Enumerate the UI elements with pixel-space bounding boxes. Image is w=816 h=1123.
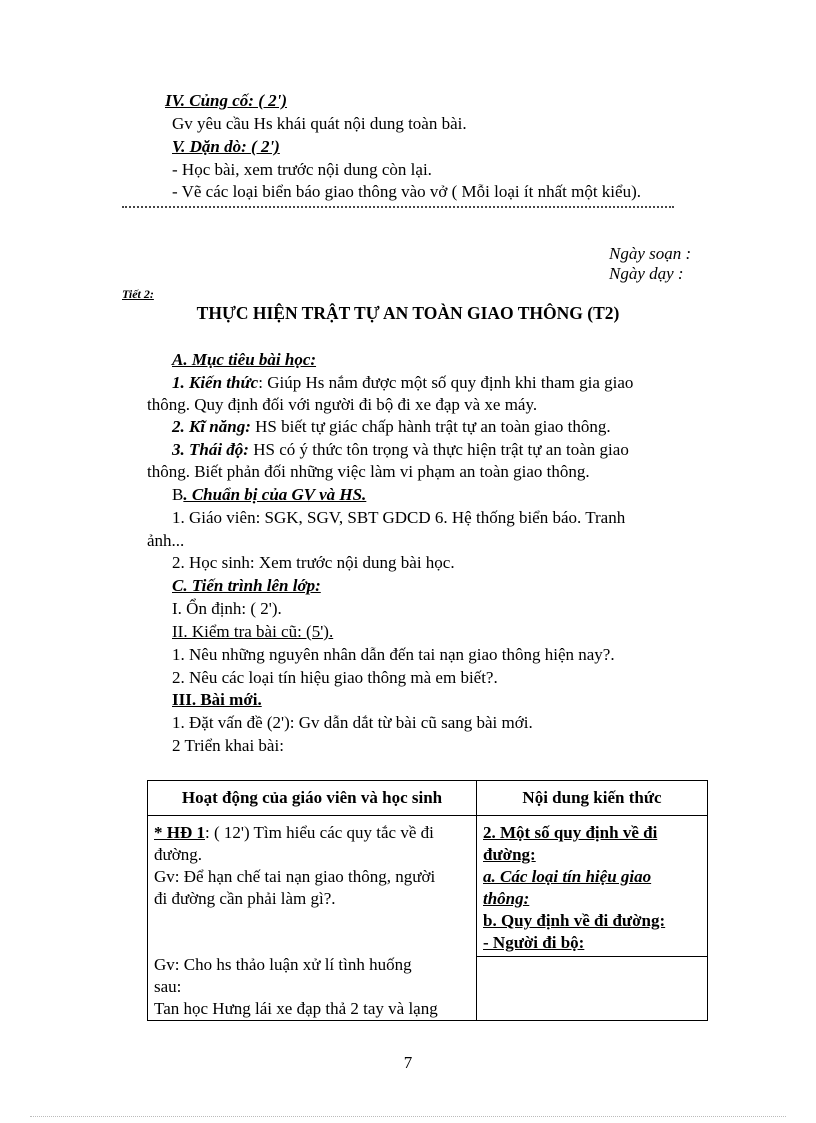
activity-line: Gv: Để hạn chế tai nạn giao thông, người (154, 867, 436, 886)
skill-text: HS biết tự giác chấp hành trật tự an toàn giao thông. (250, 417, 611, 436)
review-heading: II. Kiểm tra bài cũ: (5'). (172, 622, 334, 641)
prep-student: 2. Học sinh: Xem trước nội dung bài học. (172, 553, 455, 572)
page-edge (30, 1116, 786, 1117)
date-prepared: Ngày soạn : (609, 244, 692, 263)
table-header-row (148, 781, 708, 816)
section-iv-text: Gv yêu cầu Hs khái quát nội dung toàn bài. (172, 114, 467, 133)
section-b-heading (172, 485, 366, 505)
prep-teacher: 1. Giáo viên: SGK, SGV, SBT GDCD 6. Hệ thống biển báo. Tranh (172, 508, 626, 527)
content-subheading: b. Quy định về đi đường: (483, 911, 666, 930)
deploy-step: 2 Triển khai bài: (172, 736, 284, 755)
content-heading: 2. Một số quy định về đi (483, 823, 658, 842)
content-heading: đường: (483, 845, 536, 864)
page-number: 7 (403, 1053, 413, 1072)
activity-title: : ( 12') Tìm hiểu các quy tắc về đi (205, 823, 434, 842)
objective-attitude (172, 440, 629, 460)
objective-skill (172, 417, 611, 437)
activity-line: đi đường cần phải làm gì?. (154, 889, 336, 908)
section-a-heading: A. Mục tiêu bài học: (172, 350, 317, 369)
prep-teacher-cont: ảnh... (147, 531, 185, 550)
activity-line (154, 932, 470, 954)
stabilize-step: I. Ổn định: ( 2'). (172, 599, 282, 618)
activity-line: Tan học Hưng lái xe đạp thả 2 tay và lạng (154, 999, 438, 1018)
attitude-text-cont: thông. Biết phản đối những việc làm vi phạm an toàn giao thông. (147, 462, 590, 481)
content-subheading: thông: (483, 889, 530, 908)
activity-line (154, 910, 470, 932)
dotted-separator (122, 206, 674, 208)
content-subheading: - Người đi bộ: (477, 932, 707, 957)
attitude-text: HS có ý thức tôn trọng và thực hiện trật tự an toàn giao (248, 440, 629, 459)
section-c-heading: C. Tiến trình lên lớp: (172, 576, 321, 595)
lesson-label: Tiết 2: (122, 287, 154, 301)
objective-knowledge (172, 373, 633, 393)
review-question: 1. Nêu những nguyên nhân dẫn đến tai nạn giao thông hiện nay?. (172, 645, 615, 664)
section-v-item: - Vẽ các loại biển báo giao thông vào vở ( Mỗi loại ít nhất một kiểu). (172, 182, 641, 201)
activity-line (154, 822, 470, 844)
knowledge-label: 1. Kiến thức (172, 373, 259, 392)
table-row (148, 816, 708, 1021)
header-content: Nội dung kiến thức (477, 781, 708, 816)
activity-line: sau: (154, 977, 182, 996)
activity-label: * HĐ 1 (154, 823, 205, 842)
section-v-item: - Học bài, xem trước nội dung còn lại. (172, 160, 432, 179)
header-activities: Hoạt động của giáo viên và học sinh (148, 781, 477, 816)
knowledge-text: : Giúp Hs nắm được một số quy định khi tham gia giao (258, 373, 634, 392)
skill-label: 2. Kĩ năng: (172, 417, 251, 436)
content-subheading: a. Các loại tín hiệu giao (483, 867, 652, 886)
intro-step: 1. Đặt vấn đề (2'): Gv dẫn dắt từ bài cũ sang bài mới. (172, 713, 533, 732)
activity-line: đường. (154, 845, 202, 864)
attitude-label: 3. Thái độ: (172, 440, 249, 459)
section-b-prefix: B (172, 485, 184, 504)
new-lesson-heading: III. Bài mới. (172, 690, 262, 709)
section-iv-heading: IV. Củng cố: ( 2') (165, 91, 288, 110)
content-cell (477, 816, 708, 1021)
lesson-title: THỰC HIỆN TRẬT TỰ AN TOÀN GIAO THÔNG (T2) (196, 303, 620, 323)
date-taught: Ngày dạy : (609, 264, 684, 283)
section-b-title: . Chuẩn bị của GV và HS. (183, 485, 367, 504)
review-question: 2. Nêu các loại tín hiệu giao thông mà em biết?. (172, 668, 498, 687)
activity-line: Gv: Cho hs thảo luận xử lí tình huống (154, 955, 412, 974)
activity-cell (148, 816, 477, 1021)
knowledge-text-cont: thông. Quy định đối với người đi bộ đi xe đạp và xe máy. (147, 395, 538, 414)
lesson-activity-table (147, 780, 708, 1021)
section-v-heading: V. Dặn dò: ( 2') (172, 137, 280, 156)
